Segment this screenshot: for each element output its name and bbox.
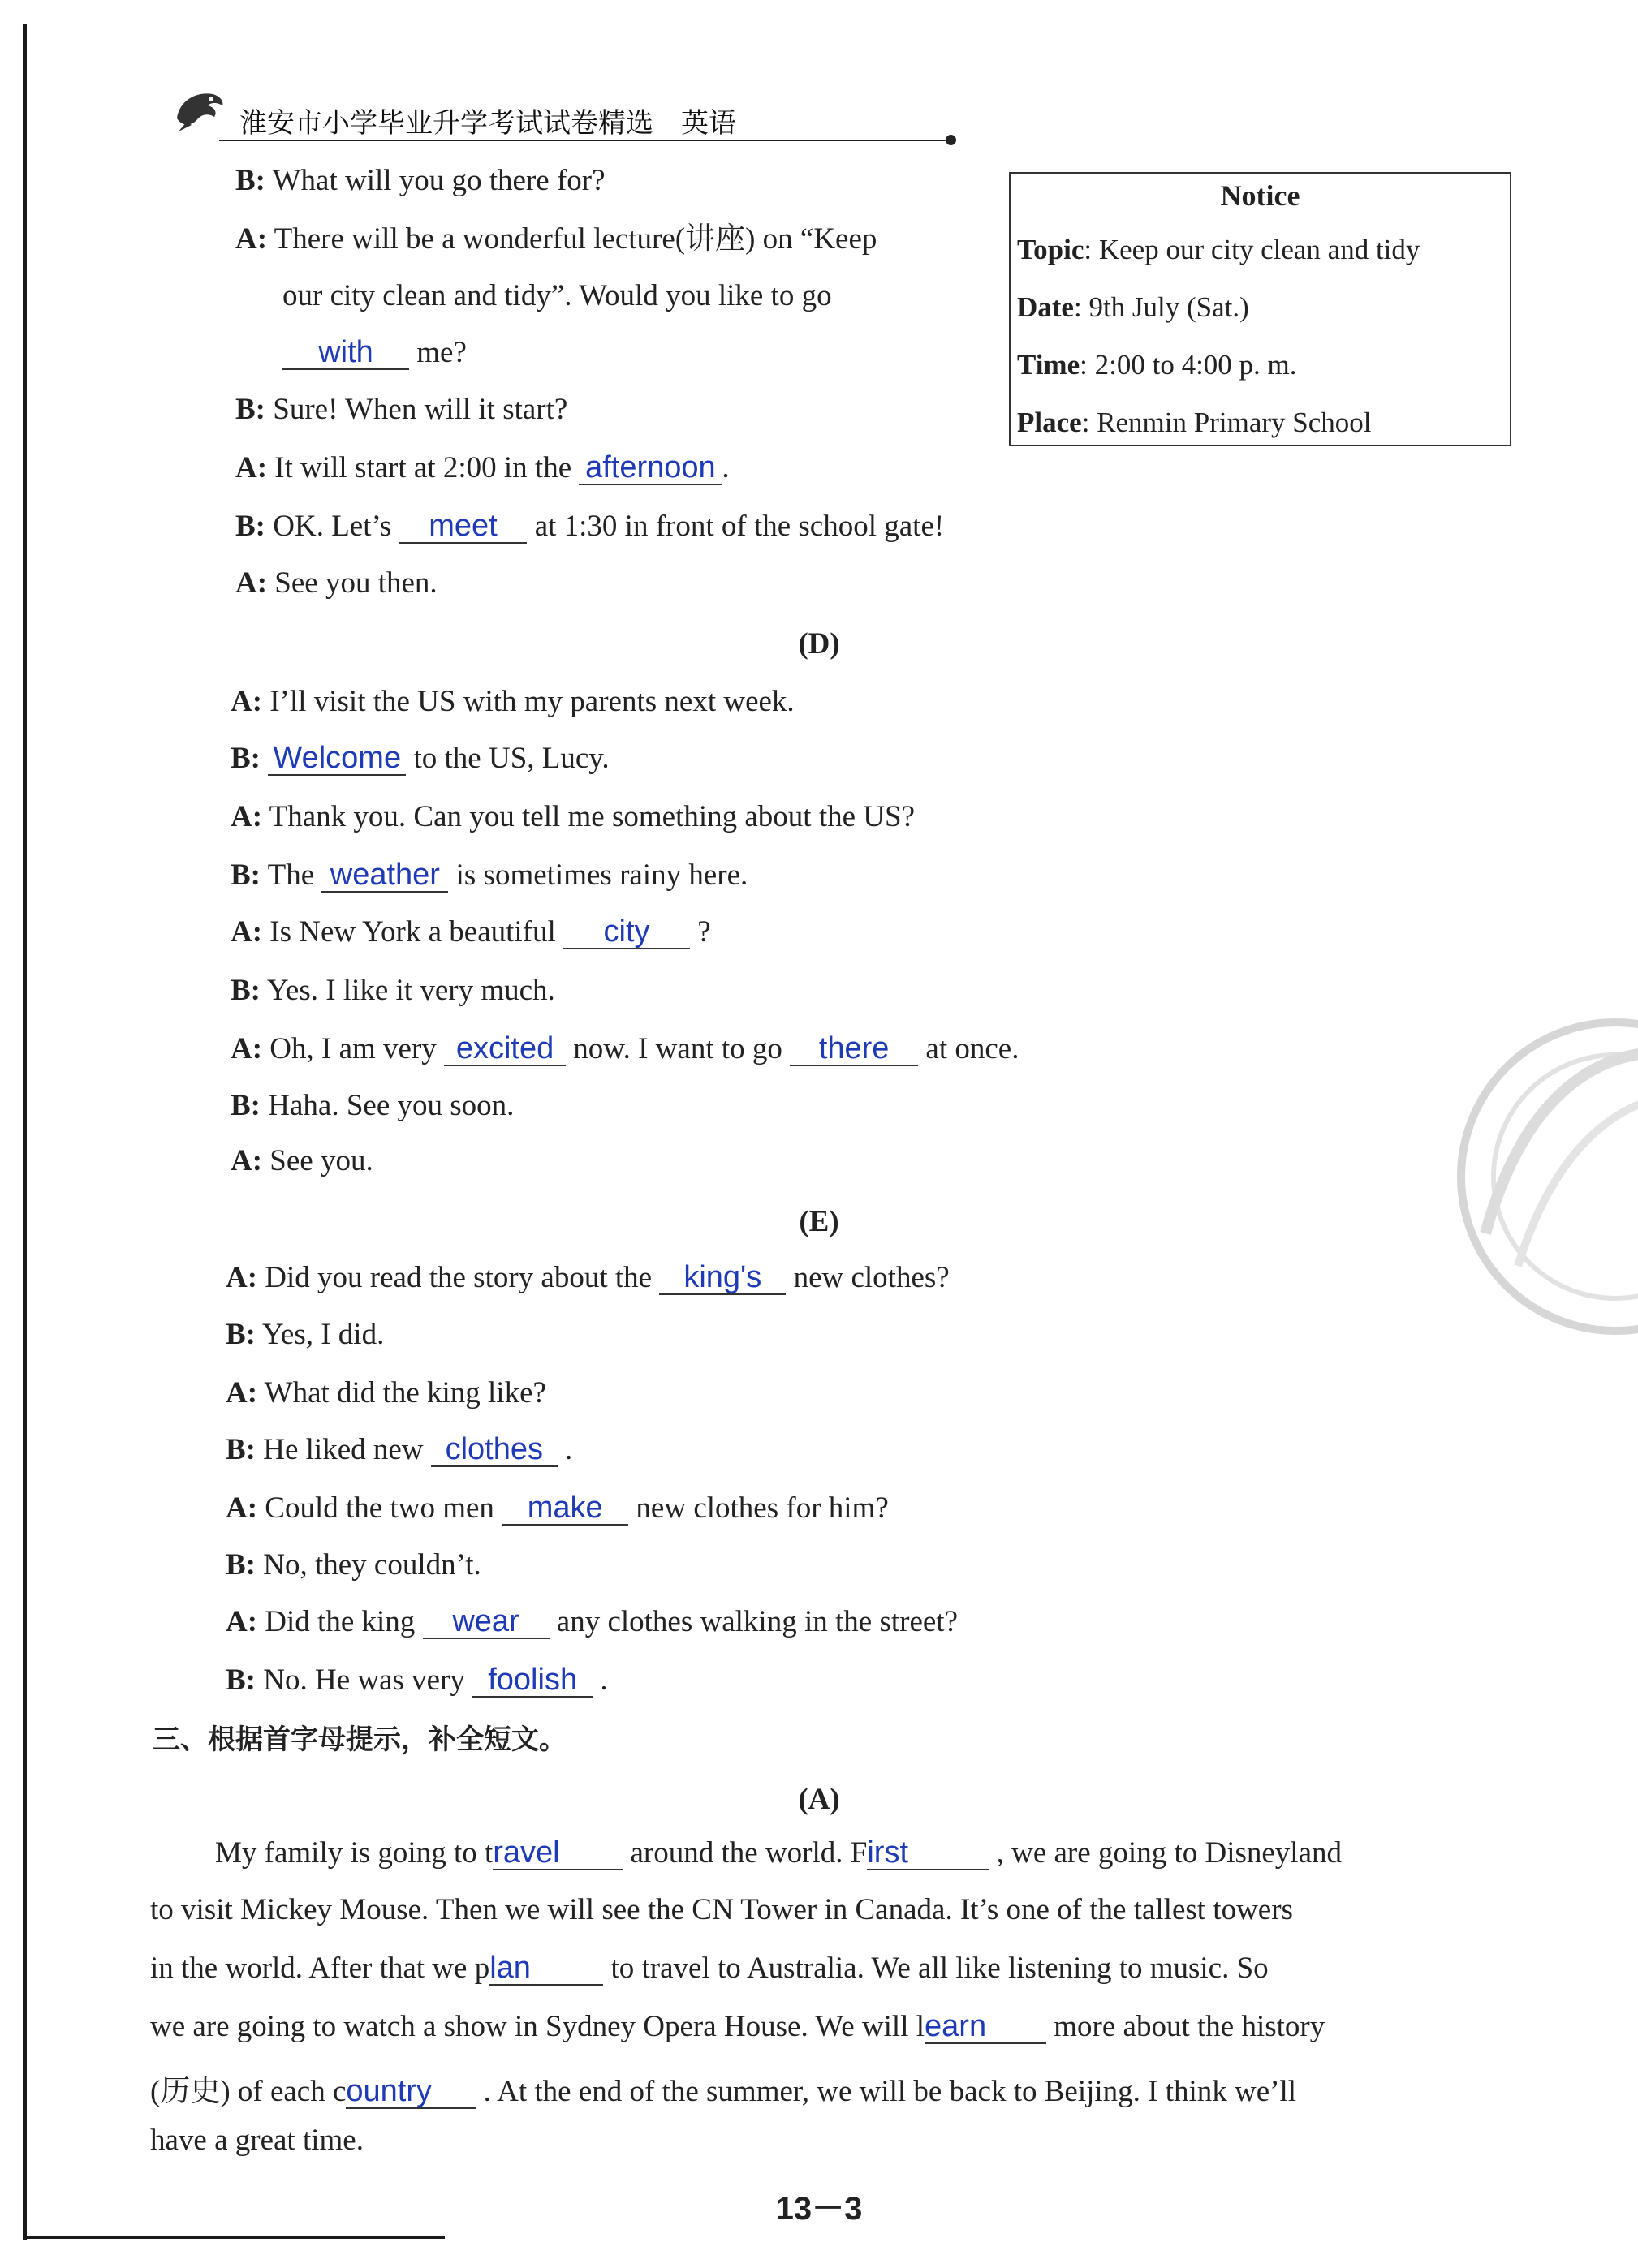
dialog-line: B: He liked new clothes . [226,1432,573,1466]
section-heading-a: (A) [798,1783,840,1816]
notice-box [1009,172,1511,446]
dialog-line: B: No. He was very foolish . [226,1663,608,1697]
answer-blank: earn [925,2010,1046,2044]
page-number: 13－3 [775,2191,863,2227]
dolphin-mascot-icon [170,86,227,135]
answer-blank: lan [489,1952,603,1986]
paragraph-line: have a great time. [150,2124,364,2157]
answer-blank: Welcome [268,742,406,776]
dialog-line: B: Yes. I like it very much. [231,974,555,1007]
notice-row-date: Date: 9th July (Sat.) [1017,291,1249,323]
dialog-line: A: It will start at 2:00 in the afternoon . [235,450,730,484]
answer-blank: make [502,1491,628,1526]
section-heading-d: (D) [798,627,840,661]
dialog-line: B: OK. Let’s meet at 1:30 in front of the school gate! [235,509,945,543]
dialog-line: our city clean and tidy”. Would you like to go [282,279,832,312]
answer-blank: clothes [431,1433,558,1467]
answer-blank: ravel [493,1836,623,1870]
answer-blank: weather [321,859,448,893]
paragraph-line: we are going to watch a show in Sydney Opera House. We will learn more about the history [150,2009,1325,2043]
paragraph-line: (历史) of each country . At the end of the summer, we will be back to Beijing. I think we’ll [150,2074,1297,2108]
dialog-line: A: I’ll visit the US with my parents next week. [231,685,795,718]
answer-blank: meet [399,510,527,544]
answer-blank: with [282,336,409,370]
notice-row-time: Time: 2:00 to 4:00 p. m. [1017,349,1297,381]
header-title: 淮安市小学毕业升学考试试卷精选 英语 [239,107,736,140]
bottom-margin-bar [23,2236,445,2239]
paragraph-line: My family is going to travel around the world. First , we are going to Disneyland [215,1835,1343,1870]
answer-blank: afternoon [579,451,722,485]
answer-blank: there [790,1032,918,1066]
dialog-line: A: Did the king wear any clothes walking in the street? [226,1604,958,1638]
section-title: 三、根据首字母提示，补全短文。 [153,1724,567,1756]
dialog-line: B: The weather is sometimes rainy here. [231,858,748,892]
dialog-line: A: What did the king like? [226,1376,546,1409]
dialog-line: B: Yes, I did. [226,1318,385,1351]
dialog-line: A: There will be a wonderful lecture(讲座) on “Keep [235,222,877,256]
faint-stamp-watermark [1429,990,1638,1396]
paragraph-line: to visit Mickey Mouse. Then we will see the CN Tower in Canada. It’s one of the tallest towers [150,1893,1293,1926]
dialog-line: A: Could the two men make new clothes for him? [226,1491,889,1525]
answer-blank: excited [444,1032,566,1066]
section-heading-e: (E) [799,1205,839,1238]
left-margin-bar [23,24,27,2240]
dialog-line: B: What will you go there for? [235,164,606,197]
dialog-line: B: Haha. See you soon. [231,1089,515,1122]
dialog-line: A: Is New York a beautiful city ? [231,915,711,949]
dialog-line: B: Welcome to the US, Lucy. [231,741,610,775]
notice-row-topic: Topic: Keep our city clean and tidy [1017,234,1420,265]
dialog-line: B: No, they couldn’t. [226,1548,481,1582]
answer-blank: irst [867,1836,989,1870]
header-rule-dot [946,135,956,145]
dialog-line: A: See you then. [235,566,438,600]
answer-blank: wear [423,1605,550,1639]
paragraph-line: in the world. After that we plan to travel to Australia. We all like listening to music. So [150,1951,1269,1985]
answer-blank: king's [659,1261,786,1295]
dialog-line: with me? [282,334,467,372]
page-header [162,96,804,146]
dialog-line: A: See you. [231,1144,373,1177]
answer-blank: city [563,915,690,949]
answer-blank: foolish [472,1663,593,1698]
notice-row-place: Place: Renmin Primary School [1017,407,1372,438]
dialog-line: B: Sure! When will it start? [235,393,568,426]
answer-blank: ountry [346,2075,476,2109]
dialog-line: A: Thank you. Can you tell me something about the US? [231,800,916,833]
header-rule [219,140,950,141]
dialog-line: A: Oh, I am very excited now. I want to go there at once. [231,1031,1019,1065]
dialog-line: A: Did you read the story about the king's new clothes? [226,1260,950,1294]
notice-title: Notice [1220,179,1300,212]
